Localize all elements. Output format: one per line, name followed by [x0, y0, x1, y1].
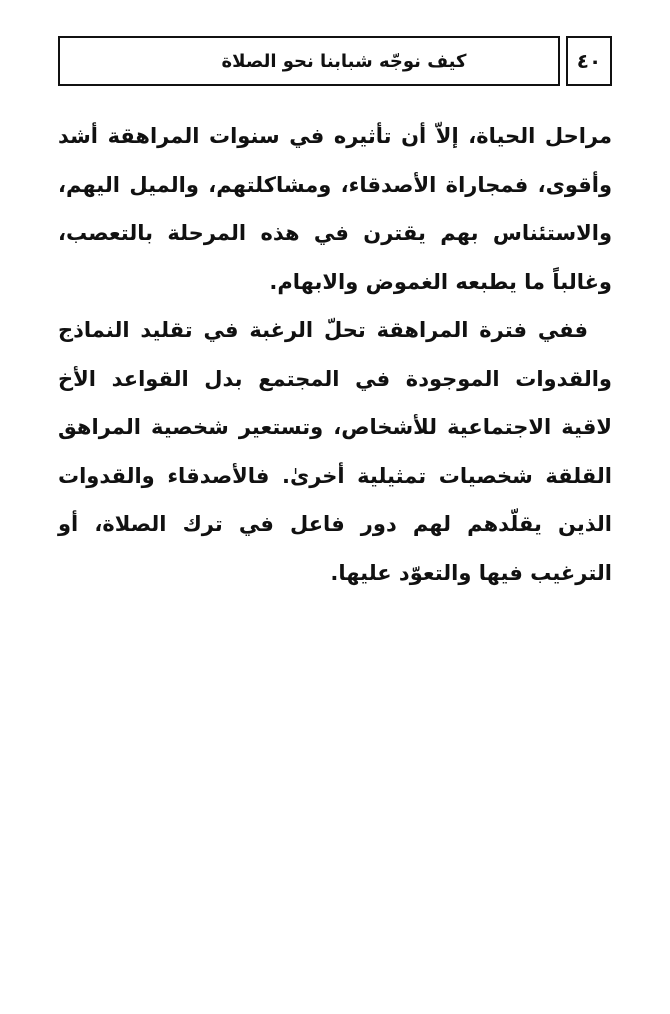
paragraph-1: مراحل الحياة، إلاّ أن تأثيره في سنوات المراهقة أشد وأقوى، فمجاراة الأصدقاء، ومشاكلتهم، والميل اليهم، والاستئناس بهم يقترن في هذه المرحلة بالتعصب، وغالباً ما يطبعه الغموض والابهام. [58, 124, 612, 294]
page-body [58, 112, 612, 597]
page-number: ٤٠ [566, 36, 612, 86]
page-header [58, 36, 612, 88]
running-title: كيف نوجّه شبابنا نحو الصلاة [58, 36, 560, 86]
paragraph-2: ففي فترة المراهقة تحلّ الرغبة في تقليد النماذج والقدوات الموجودة في المجتمع بدل القواعد الأخ لاقية الاجتماعية للأشخاص، وتستعير شخصية المراهق القلقة شخصيات تمثيلية أخرىٰ. فالأصدقاء والقدوات الذين يقلّدهم لهم دور فاعل في ترك الصلاة، أو الترغيب فيها والتعوّد عليها. [58, 318, 612, 585]
